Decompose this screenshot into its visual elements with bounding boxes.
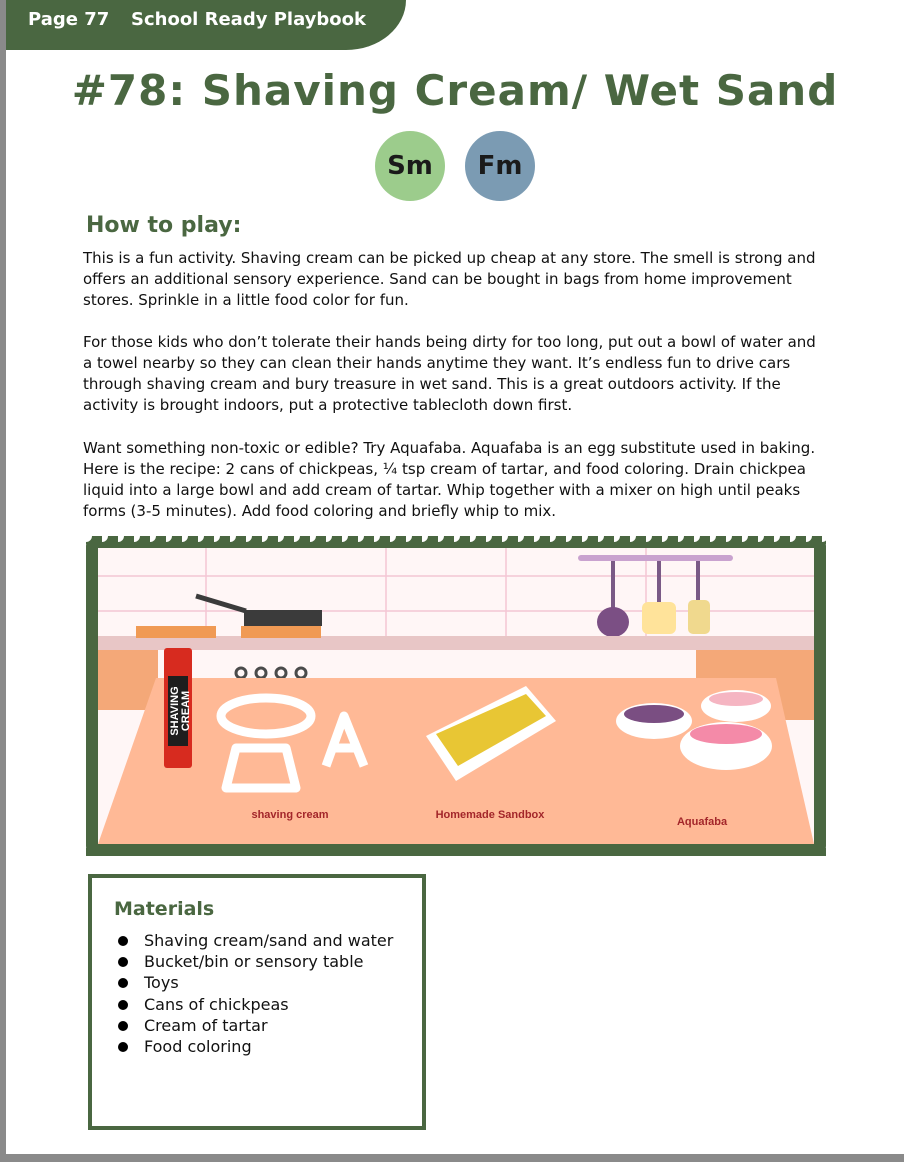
page-number: Page 77 bbox=[28, 9, 110, 30]
caption-homemade-sandbox: Homemade Sandbox bbox=[435, 809, 545, 821]
activity-title: #78: Shaving Cream/ Wet Sand bbox=[71, 66, 839, 115]
frame-edge-bottom bbox=[86, 848, 826, 856]
ladle-icon bbox=[597, 607, 629, 637]
list-item: Bucket/bin or sensory table bbox=[114, 951, 393, 972]
frame-edge-top bbox=[86, 536, 826, 544]
utensil-rack bbox=[578, 555, 733, 561]
list-item: Food coloring bbox=[114, 1036, 393, 1057]
paragraph-3: Want something non-toxic or edible? Try Aquafaba. Aquafaba is an egg substitute used in baking. Here is the recipe: 2 cans of chickpeas, ¼ tsp cream of tartar, and food coloring. Drain chickpea liquid into a large bowl and add cream of tartar. Whip together with a mixer on high until peaks forms (3-5 minutes). Add food coloring and briefly whip to mix. bbox=[83, 439, 816, 520]
can-label-line-2: CREAM bbox=[180, 690, 192, 732]
list-item: Shaving cream/sand and water bbox=[114, 930, 393, 951]
activity-illustration bbox=[86, 536, 826, 856]
can-label-line-1: SHAVING bbox=[169, 686, 181, 736]
spatula-icon bbox=[642, 602, 676, 634]
book-title: School Ready Playbook bbox=[131, 9, 366, 30]
list-item: Cans of chickpeas bbox=[114, 994, 393, 1015]
document-page bbox=[6, 0, 904, 1154]
caption-aquafaba: Aquafaba bbox=[676, 816, 728, 828]
paragraph-1: This is a fun activity. Shaving cream can be picked up cheap at any store. The smell is strong and offers an additional sensory experience. Sand can be bought in bags from home improvement stores. Sprinkle in a little food color for fun. bbox=[83, 249, 816, 309]
slotted-spoon-icon bbox=[688, 600, 710, 634]
list-item: Toys bbox=[114, 972, 393, 993]
counter-top bbox=[98, 636, 814, 650]
fm-badge: Fm bbox=[465, 131, 535, 201]
caption-shaving-cream: shaving cream bbox=[251, 809, 329, 821]
materials-heading: Materials bbox=[114, 898, 215, 920]
list-item: Cream of tartar bbox=[114, 1015, 393, 1036]
materials-box bbox=[88, 874, 426, 1130]
materials-list bbox=[114, 930, 393, 1057]
sm-badge: Sm bbox=[375, 131, 445, 201]
frying-pan-icon bbox=[244, 610, 322, 626]
paragraph-2: For those kids who don’t tolerate their hands being dirty for too long, put out a bowl of water and a towel nearby so they can clean their hands anytime they want. It’s endless fun to drive cars through shaving cream and bury treasure in wet sand. This is a great outdoors activity. If the activity is brought indoors, put a protective tablecloth down first. bbox=[83, 333, 816, 414]
how-to-play-heading: How to play: bbox=[86, 213, 242, 238]
header-banner bbox=[6, 0, 406, 50]
